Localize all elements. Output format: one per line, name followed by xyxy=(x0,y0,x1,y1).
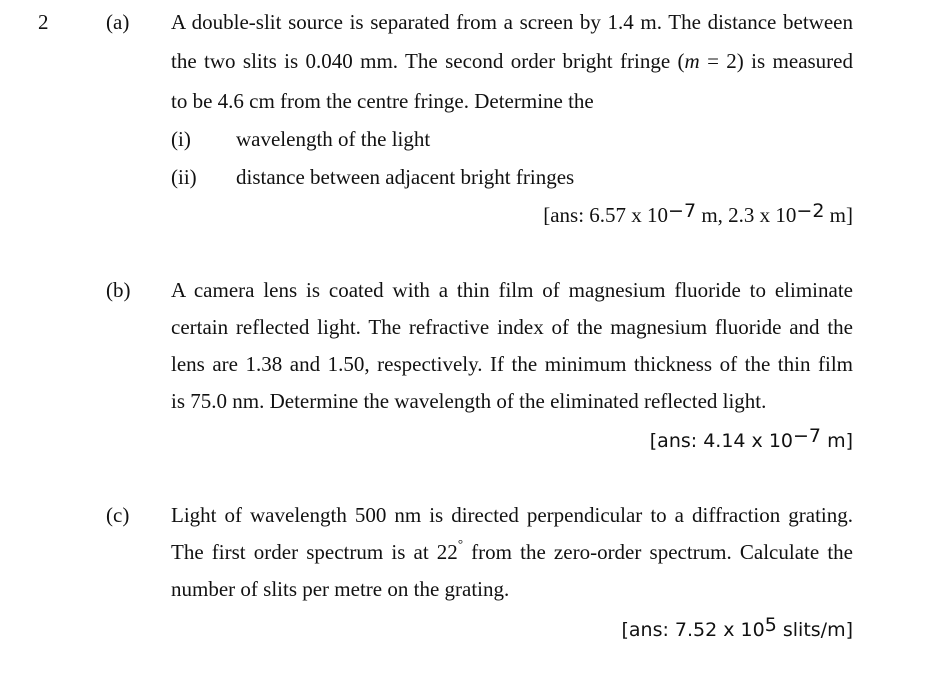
part-b-line-3: lens are 1.38 and 1.50, respectively. If the minimum thickness of the thin film xyxy=(171,352,853,376)
part-a-line-2-end: = 2) is measured xyxy=(699,49,853,73)
part-c-answer-open: [ans: 7.52 x 10 xyxy=(621,619,765,641)
question-number: 2 xyxy=(38,10,49,34)
part-a-answer-close: m] xyxy=(824,203,853,227)
part-c-answer xyxy=(621,614,853,642)
part-a-line-2 xyxy=(171,49,853,74)
part-c-line-2 xyxy=(171,536,853,565)
part-a-line-2-start: the two slits is 0.040 mm. The second order bright fringe ( xyxy=(171,49,685,73)
part-b-answer-open: [ans: 4.14 x 10 xyxy=(649,430,794,452)
part-a-line-1: A double-slit source is separated from a screen by 1.4 m. The distance between xyxy=(171,10,853,34)
part-a-sub-ii-text: distance between adjacent bright fringes xyxy=(236,165,575,189)
part-c-line-3: number of slits per metre on the grating. xyxy=(171,577,510,601)
part-c-answer-close: slits/m] xyxy=(776,619,853,641)
part-a-label: (a) xyxy=(106,10,130,34)
part-a-sub-i-text: wavelength of the light xyxy=(236,127,431,151)
part-c-line-2-start: The first order spectrum is at 22 xyxy=(171,540,458,564)
part-b-line-1: A camera lens is coated with a thin film of magnesium fluoride to eliminate xyxy=(171,278,853,302)
part-a-sub-ii-label: (ii) xyxy=(171,165,197,189)
part-a-answer xyxy=(543,200,853,228)
part-b-line-2: certain reflected light. The refractive index of the magnesium fluoride and the xyxy=(171,315,853,339)
part-a-answer-exp-2: −2 xyxy=(796,200,825,222)
part-a-sub-i-label: (i) xyxy=(171,127,191,151)
part-b-answer xyxy=(649,425,853,453)
part-a-m-variable: m xyxy=(684,49,700,73)
part-a-answer-open: [ans: 6.57 x 10 xyxy=(543,203,669,227)
degree-symbol: ° xyxy=(457,536,464,551)
part-a-line-3: to be 4.6 cm from the centre fringe. Determine the xyxy=(171,89,594,113)
part-a-answer-mid: m, 2.3 x 10 xyxy=(696,203,797,227)
part-c-line-1: Light of wavelength 500 nm is directed perpendicular to a diffraction grating. xyxy=(171,503,853,527)
part-c-line-2-end: from the zero-order spectrum. Calculate the xyxy=(463,540,853,564)
part-c-answer-exp: 5 xyxy=(764,614,777,636)
part-a-answer-exp-1: −7 xyxy=(668,200,697,222)
part-b-line-4: is 75.0 nm. Determine the wavelength of the eliminated reflected light. xyxy=(171,389,767,413)
part-b-label: (b) xyxy=(106,278,131,302)
part-c-label: (c) xyxy=(106,503,130,527)
part-b-answer-exp: −7 xyxy=(793,425,822,447)
part-b-answer-close: m] xyxy=(821,430,853,452)
